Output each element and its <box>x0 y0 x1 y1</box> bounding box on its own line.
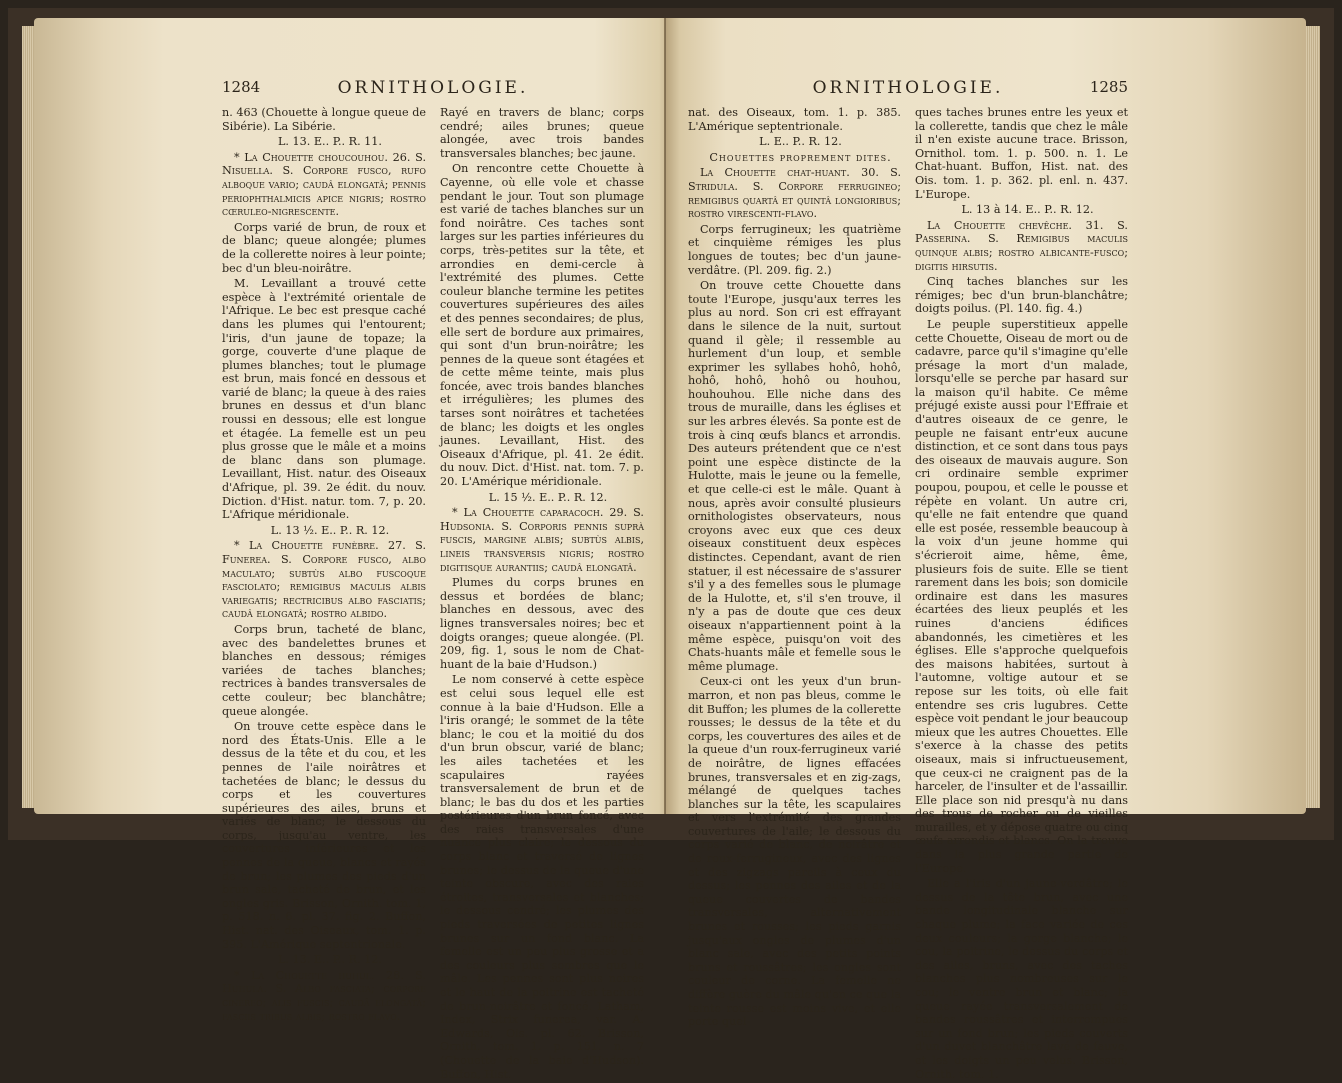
left-page-header <box>222 78 644 102</box>
paragraph: Rayé en travers de blanc; corps cendré; ailes brunes; queue alongée, avec trois bandes transversales blanches; bec jaune. <box>440 106 644 160</box>
paragraph: Elle a l'iris d'un jaune-verdâtre; le dessus de la tête brun, avec une bande longitudinale blanche sur chaque plume; la face variée de ces deux couleurs; la gorge blanche; le cou, la poitrine, le dessus du corps et des ailes, bruns, avec des taches blanches plus nombreuses sur le cou; le ventre brun et blanc; la queue rayée transversalement de bandes roussâtres et interrompues sur un fond brun; les pieds couverts d'un duvet blanchâtre lavé de fauve, et les doigts un peu velus. Brisson, Ornith. tom. 1. <box>915 877 1128 1081</box>
paragraph: Ceux-ci ont les yeux d'un brun-marron, et non pas bleus, comme le dit Buffon; les plumes de la collerette rousses; le dessus de la tête et du corps, les couvertures des ailes et de la queue d'un roux-ferrugineux varié de noirâtre, de lignes effacées brunes, transversales et en zig-zags, mélangé de quelques taches blanches sur la tête, les scapulaires et vers l'extrémité des grandes couvertures de l'aile; le dessous du corps varié de blanc, de noirâtre et de roux-ferrugineux, avec des lignes et des zigzags pareils à ceux du dessus; les pennes des ailes et de la queue couvertes de bandes transversales, alternativement brunes et rousses; les pieds garnis jusqu'aux ongles de plumes d'un blanc sale, avec des petits points bruns et roussâtres; les ongles sont couleur de corne. La femelle ne diffère guère du mâle qu'en ce que la teinte rousse est moins vive, et elle porte quel- <box>688 675 901 1029</box>
section-heading: Chouettes proprement dites. <box>709 150 892 164</box>
measurement-line: L. 13. E.. P.. R. 12. <box>278 953 382 967</box>
right-page-edges <box>1306 26 1320 808</box>
paragraph: Corps brun, tacheté de blanc, avec des bandelettes brunes et blanches en dessous; rémiges variées de taches blanches; rectrices à bandes transversales de cette couleur; bec blanchâtre; queue alongée. <box>222 622 426 718</box>
paragraph: Corps ferrugineux; les quatrième et cinquième rémiges les plus longues de toutes; bec d'un jaune-verdâtre. (Pl. 209. fig. 2.) <box>688 222 901 277</box>
paragraph: nat. des Oiseaux, tom. 1. p. 385. L'Amérique septentrionale. <box>688 106 901 133</box>
left-column-1 <box>222 106 426 1083</box>
measurement-line: L. 13 ½. E.. P.. R. 12. <box>270 523 390 537</box>
paragraph: On trouve cette Chouette dans toute l'Europe, jusqu'aux terres les plus au nord. Son cri est effrayant dans le silence de la nuit, surtout quand il gèle; il ressemble au hurlement d'un loup, et semble exprimer les syllabes hohô, hohô, hohô, hohô, hohô ou houhou, houhouhou. Elle niche dans des trous de muraille, dans les églises et sur les arbres élevés. Sa ponte est de trois à cinq œufs blancs et arrondis. Des auteurs prétendent que ce n'est point une espèce distincte de la Hulotte, mais le jeune ou la femelle, et que celle-ci est le mâle. Quant à nous, après avoir consulté plusieurs ornithologistes observateurs, nous croyons avec eux que ces deux oiseaux constituent deux espèces distinctes. Cependant, avant de rien statuer, il est nécessaire de s'assurer s'il y a des femelles sous le plumage de la Hulotte, et, s'il s'en trouve, il n'y a pas de doute que ces deux oiseaux n'appartiennent point à la même espèce, puisqu'on voit des Chats-huants mâle et femelle sous le même plumage. <box>688 279 901 673</box>
paragraph: On rencontre cette Chouette à Cayenne, où elle vole et chasse pendant le jour. Tout son plumage est varié de taches blanches sur un fond noirâtre. Ces taches sont larges sur les parties inférieures du corps, très-petites sur la tête, et arrondies en demi-cercle à l'extrémité des plumes. Cette couleur blanche termine les petites couvertures supérieures des ailes et des pennes secondaires; de plus, elle sert de bordure aux primaires, qui sont d'un brun-noirâtre; les pennes de la queue sont étagées et de cette même teinte, mais plus foncée, avec trois bandes blanches et irrégulières; les plumes des tarses sont noirâtres et tachetées de blanc; les doigts et les ongles jaunes. Levaillant, Hist. des Oiseaux d'Afrique, pl. 41. 2e édit. du nouv. Dict. d'Hist. nat. tom. 7. p. 20. L'Amérique méridionale. <box>440 162 644 489</box>
species-entry-title: * La Chouette choucouhou. 26. S. Nisuella. S. Corpore fusco, rufo alboque vario; caudâ elongatâ; pennis periophthalmicis apice nigris; rostro cœruleo-nigrescente. <box>222 150 426 219</box>
right-column-2 <box>915 106 1128 1083</box>
paragraph: Le peuple superstitieux appelle cette Chouette, Oiseau de mort ou de cadavre, parce qu'il s'imagine qu'elle présage la mort d'un malade, lorsqu'elle se perche par hasard sur la maison qu'il habite. Ce même préjugé existe aussi pour l'Effraie et d'autres oiseaux de ce genre, le peuple ne faisant entr'eux aucune distinction, et ce sont dans tous pays des oiseaux de mauvais augure. Son cri ordinaire semble exprimer poupou, poupou, et celle le pousse et répète en volant. Un autre cri, qu'elle ne fait entendre que quand elle est posée, ressemble beaucoup à la voix d'un jeune homme qui s'écrieroit aime, hême, ême, plusieurs fois de suite. Elle se tient rarement dans les bois; son domicile ordinaire est dans les masures écartées des lieux peuplés et les ruines d'anciens édifices abandonnés, les cimetières et les églises. Elle s'approche quelquefois des maisons habitées, surtout à l'automne, voltige autour et se repose sur les toits, où elle fait entendre ses cris lugubres. Cette espèce voit pendant le jour beaucoup mieux que les autres Chouettes. Elle s'exerce à la chasse des petits oiseaux, mais si infructueusement, que ceux-ci ne craignent pas de la harceler, de l'insulter et de l'assaillir. Elle place son nid presqu'à nu dans des trous de rocher ou de vieilles murailles, et y dépose quatre ou cinq œufs arrondis et blancs. On la trouve dans la plus grande partie de l'Europe. <box>915 317 1129 875</box>
species-entry-title: La Chouette chat-huant. 30. S. Stridula. S. Corpore ferrugineo; remigibus quartâ et quintâ longioribus; rostro virescenti-flavo. <box>688 166 901 221</box>
measurement-line: L. 13. E.. P.. R. 11. <box>278 135 382 149</box>
paragraph: ques taches brunes entre les yeux et la collerette, tandis que chez le mâle il n'en existe aucune trace. Brisson, Ornithol. tom. 1. p. 500. n. 1. Le Chat-huant. Buffon, Hist. nat. des Ois. tom. 1. p. 362. pl. enl. n. 437. L'Europe. <box>915 106 1128 201</box>
paragraph: Le nom conservé à cette espèce est celui sous lequel elle est connue à la baie d'Hudson. Elle a l'iris orangé; le sommet de la tête blanc; le cou et la moitié du dos d'un brun obscur, varié de blanc; les ailes tachetées et les scapulaires rayées transversalement de brun et de blanc; le bas du dos et les parties postérieures d'un brun foncé, avec des raies transversales d'une nuance plus claire; le dessous du corps blanc et traversé de lignes brunes; le dessus de la queue d'une teinte obscure, avec des raies étroites, transversales et blanches; le dessous cendré; les plumes des pieds traversées de petites lignes brunes sur un fond blanc. La femelle est un peu plus grosse et a des couleurs plus sombres que le mâle. Les pennes sont plus noires et le haut de la poitrine est tacheté de brun-noirâtre et foncé. Latham, Index, Strix funerea, var. A. Edwards, Ois. pl. 62. Brisson, Ornith. tom. 1. p. 151. n. 7 (Chouette de la baie d'Hudson). Buffon, Hist. <box>440 673 644 1081</box>
paragraph: On trouve cette espèce dans le nord des États-Unis. Elle a le dessus de la tête et du cou, et les pennes de l'aile noirâtres et tachetées de blanc; le dessus du corps et les couvertures supérieures des ailes, bruns et variés de blanc; le dessous du corps, jusqu'au ventre, les couvertures inférieures et les pennes de la queue, blancs et rayés de brun; les plumes des pieds d'un brun sale, tacheté de brun, et les ongles gris. Brisson, Ornith. tom. 1, p. 518. n. 6. pl. 37. fig. 2. Buffon, Hist. nat. des Oiseaux, tom. 1. p. 395. L'Amérique septentrionale. <box>222 720 426 951</box>
paragraph: Plumes du corps brunes en dessus et bordées de blanc; blanches en dessous, avec des lignes transversales noires; bec et doigts oranges; queue alongée. (Pl. 209, fig. 1, sous le nom de Chat-huant de la baie d'Hudson.) <box>440 576 644 671</box>
left-page-number: 1284 <box>222 78 261 96</box>
right-page-number: 1285 <box>1089 78 1128 96</box>
left-running-head: ORNITHOLOGIE. <box>337 78 529 98</box>
paragraph: Corps varié de brun, de roux et de blanc; queue alongée; plumes de la collerette noires à leur pointe; bec d'un bleu-noirâtre. <box>222 220 426 275</box>
measurement-line: L. 15 ½. E.. P.. R. 12. <box>488 490 608 504</box>
right-page <box>666 18 1306 1081</box>
measurement-line: L. E.. P.. R. 12. <box>759 135 842 149</box>
paragraph: M. Levaillant a trouvé cette espèce à l'extrémité orientale de l'Afrique. Le bec est presque caché dans les plumes qui l'entourent; l'iris, d'un jaune de topaze; la gorge, couverte d'une plaque de plumes blanches; tout le plumage est brun, mais foncé en dessous et varié de blanc; la queue à des raies brunes en dessus et d'un blanc roussi en dessous; elle est longue et étagée. La femelle est un peu plus grosse que le mâle et a moins de blanc dans son plumage. Levaillant, Hist. natur. des Oiseaux d'Afrique, pl. 39. 2e édit. du nouv. Diction. d'Hist. natur. tom. 7, p. 20. L'Afrique méridionale. <box>222 277 426 522</box>
paragraph: Cinq taches blanches sur les rémiges; bec d'un brun-blanchâtre; doigts poilus. (Pl. 140. fig. 4.) <box>915 275 1128 316</box>
right-running-head: ORNITHOLOGIE. <box>812 78 1004 98</box>
left-column-2 <box>440 106 644 1083</box>
right-page-header <box>688 78 1128 102</box>
paragraph: n. 463 (Chouette à longue queue de Sibérie). La Sibérie. <box>222 106 426 133</box>
species-entry-title: La Chouette chevêche. 31. S. Passerina. S. Remigibus maculis quinque albis; rostro albicante-fusco; digitis hirsutis. <box>915 218 1128 273</box>
species-entry-title: * La Chouette caparacoch. 29. S. Hudsonia. S. Corporis pennis suprà fuscis, margine albis; subtùs albis, lineis transversis nigris; rostro digitisque aurantiis; caudâ elongatâ. <box>440 506 644 574</box>
left-page <box>34 18 674 1081</box>
measurement-line: L. 13 à 14. E.. P.. R. 12. <box>961 203 1094 217</box>
species-entry-title: * La Chouette funèbre. 27. S. Funerea. S. Corpore fusco, albo maculato; subtùs albo fuscoque fasciolato; remigibus maculis albis variegatis; rectricibus albo fasciatis; caudâ elongatâ; rostro albido. <box>222 539 426 621</box>
species-entry-title: * La Chouette huhul. 28. S. Huhula. S. Albo fasciata; corpore cinereo; alis fuscis; caudâ elongatâ; fasciis tribus albis; rostro flavo. <box>222 968 426 1023</box>
right-column-1 <box>688 106 901 1083</box>
